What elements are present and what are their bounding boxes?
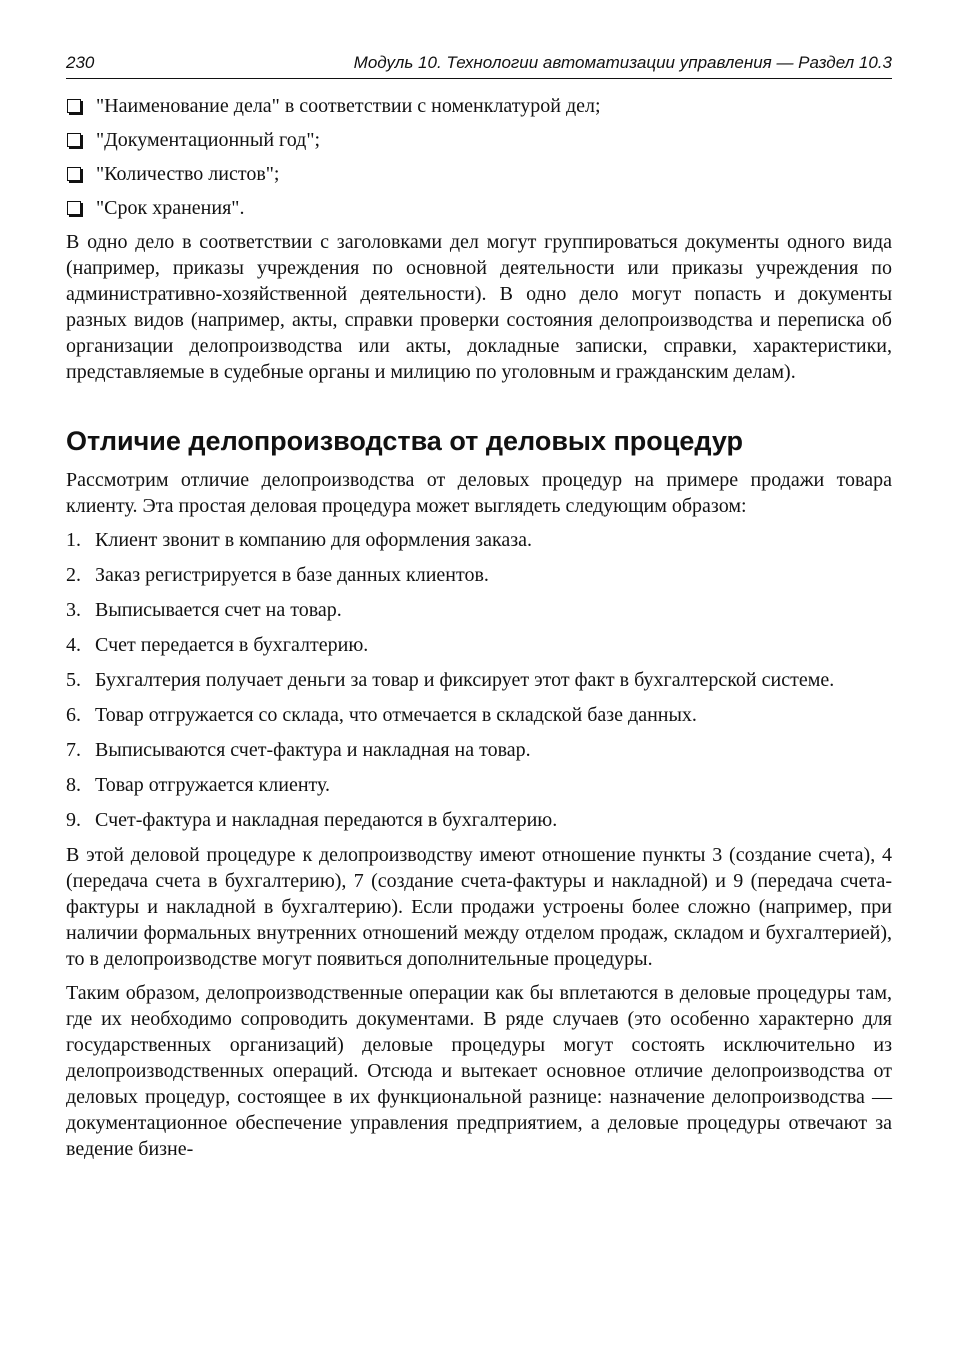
paragraph: В этой деловой процедуре к делопроизводству имеют отношение пункты 3 (создание счета), 4 (передача счета в бухгалтерию), 7 (создание счета-фактуры и накладной) и 9 (передача счета-фактуры и накладной в бухгалтерию). Если продажи устроены более сложно (например, при наличии формальных внутренних отношений между отделом продаж, складом и бухгалтерией), то в делопроизводстве могут появиться дополнительные процедуры. bbox=[66, 844, 892, 970]
step-number: 3. bbox=[66, 599, 81, 621]
checkbox-bullet-icon bbox=[67, 99, 81, 113]
step-number: 5. bbox=[66, 669, 81, 691]
step-text: Выписываются счет-фактура и накладная на товар. bbox=[95, 739, 531, 761]
book-page bbox=[66, 52, 892, 1170]
step-number: 4. bbox=[66, 634, 81, 656]
checkbox-bullet-icon bbox=[67, 201, 81, 215]
step-number: 9. bbox=[66, 809, 81, 831]
list-item bbox=[66, 127, 892, 153]
list-item bbox=[66, 807, 892, 833]
checkbox-bullet-icon bbox=[67, 167, 81, 181]
list-item bbox=[66, 562, 892, 588]
page-body bbox=[66, 93, 892, 1162]
checkbox-bullet-icon bbox=[67, 133, 81, 147]
step-text: Счет передается в бухгалтерию. bbox=[95, 634, 369, 656]
step-text: Заказ регистрируется в базе данных клиентов. bbox=[95, 564, 489, 586]
list-item bbox=[66, 195, 892, 221]
bullet-text: "Документационный год"; bbox=[96, 129, 321, 151]
procedure-steps-list bbox=[66, 527, 892, 833]
step-number: 7. bbox=[66, 739, 81, 761]
field-bullet-list bbox=[66, 93, 892, 221]
list-item bbox=[66, 737, 892, 763]
step-text: Счет-фактура и накладная передаются в бухгалтерию. bbox=[95, 809, 558, 831]
section-heading: Отличие делопроизводства от деловых процедур bbox=[66, 426, 744, 456]
list-item bbox=[66, 597, 892, 623]
bullet-text: "Наименование дела" в соответствии с номенклатурой дел; bbox=[96, 95, 601, 117]
list-item bbox=[66, 93, 892, 119]
running-title: Модуль 10. Технологии автоматизации управления — Раздел 10.3 bbox=[353, 53, 892, 72]
list-item bbox=[66, 632, 892, 658]
step-text: Товар отгружается со склада, что отмечается в складской базе данных. bbox=[95, 704, 697, 726]
list-item bbox=[66, 702, 892, 728]
list-item bbox=[66, 527, 892, 553]
bullet-text: "Количество листов"; bbox=[96, 163, 280, 185]
step-text: Клиент звонит в компанию для оформления заказа. bbox=[95, 529, 533, 551]
paragraph: Таким образом, делопроизводственные операции как бы вплетаются в деловые процедуры там, где их необходимо сопроводить документами. В ряде случаев (это особенно характерно для государственных организаций) деловые процедуры могут состоять исключительно из делопроизводственных операций. Отсюда и вытекает основное отличие делопроизводства от деловых процедур, состоящее в их функциональной разнице: назначение делопроизводства — документационное обеспечение управления предприятием, а деловые процедуры отвечают за ведение бизне- bbox=[66, 982, 892, 1160]
step-number: 1. bbox=[66, 529, 81, 551]
running-header bbox=[66, 52, 892, 79]
step-text: Выписывается счет на товар. bbox=[95, 599, 342, 621]
list-item bbox=[66, 161, 892, 187]
page-number: 230 bbox=[66, 53, 95, 72]
step-text: Товар отгружается клиенту. bbox=[95, 774, 331, 796]
list-item bbox=[66, 772, 892, 798]
step-number: 2. bbox=[66, 564, 81, 586]
step-text: Бухгалтерия получает деньги за товар и фиксирует этот факт в бухгалтерской системе. bbox=[95, 669, 835, 691]
bullet-text: "Срок хранения". bbox=[96, 197, 245, 219]
list-item bbox=[66, 667, 892, 693]
step-number: 8. bbox=[66, 774, 81, 796]
paragraph: Рассмотрим отличие делопроизводства от деловых процедур на примере продажи товара клиенту. Эта простая деловая процедура может выглядеть следующим образом: bbox=[66, 469, 892, 517]
paragraph: В одно дело в соответствии с заголовками дел могут группироваться документы одного вида (например, приказы учреждения по основной деятельности или приказы учреждения по административно-хозяйственной деятельности). В одно дело могут попасть и документы разных видов (например, акты, справки проверки состояния делопроизводства и переписка об организации делопроизводства или акты, докладные записки, справки, характеристики, представляемые в судебные органы и милицию по уголовным и гражданским делам). bbox=[66, 231, 892, 383]
step-number: 6. bbox=[66, 704, 81, 726]
